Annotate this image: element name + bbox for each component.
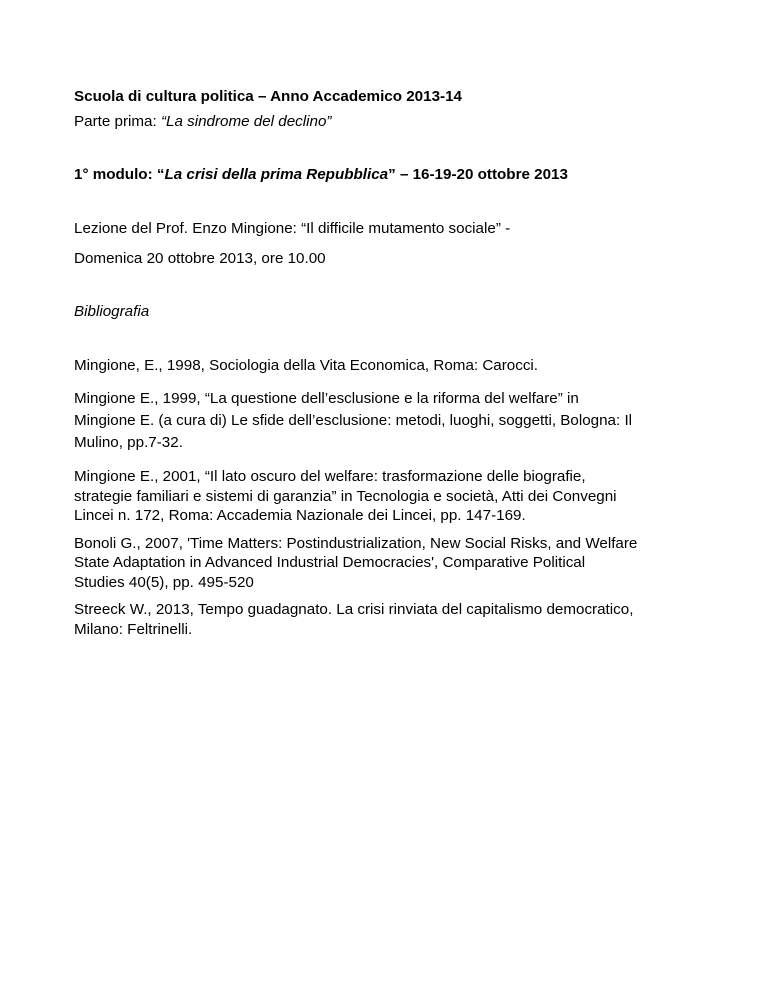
- bibliography-heading: Bibliografia: [74, 303, 150, 320]
- reference-line: Streeck W., 2013, Tempo guadagnato. La crisi rinviata del capitalismo democratico,: [74, 601, 634, 618]
- reference-line: Mingione E., 1999, “La questione dell’esclusione e la riforma del welfare” in: [74, 390, 579, 407]
- module-suffix: ” – 16-19-20 ottobre 2013: [388, 166, 568, 183]
- reference-item: [74, 600, 714, 639]
- reference-line: Mingione E. (a cura di) Le sfide dell’esclusione: metodi, luoghi, soggetti, Bologna: Il: [74, 412, 633, 429]
- reference-line: Lincei n. 172, Roma: Accademia Nazionale dei Lincei, pp. 147-169.: [74, 507, 526, 524]
- lecture-line-1: Lezione del Prof. Enzo Mingione: “Il difficile mutamento sociale” -: [74, 220, 511, 237]
- reference-line: Mingione, E., 1998, Sociologia della Vita Economica, Roma: Carocci.: [74, 357, 539, 374]
- document-title: Scuola di cultura politica – Anno Accademico 2013-14: [74, 88, 462, 105]
- reference-line: Bonoli G., 2007, 'Time Matters: Postindustrialization, New Social Risks, and Welfare: [74, 534, 638, 552]
- reference-line: Studies 40(5), pp. 495-520: [74, 573, 254, 591]
- reference-line: Mingione E., 2001, “Il lato oscuro del welfare: trasformazione delle biografie,: [74, 468, 586, 485]
- reference-item: [74, 467, 714, 526]
- reference-item: [74, 534, 714, 593]
- module-prefix: 1° modulo: “: [74, 166, 165, 183]
- module-heading: [74, 164, 714, 186]
- part-subtitle: [74, 111, 714, 133]
- module-title: La crisi della prima Repubblica: [164, 166, 389, 183]
- reference-item: [74, 355, 714, 377]
- reference-line: strategie familiari e sistemi di garanzia” in Tecnologia e società, Atti dei Convegni: [74, 487, 617, 505]
- reference-line: Milano: Feltrinelli.: [74, 620, 193, 638]
- part-title: “La sindrome del declino”: [160, 113, 332, 130]
- document-content: [74, 86, 714, 639]
- part-prefix: Parte prima:: [74, 113, 161, 130]
- reference-line: Mulino, pp.7-32.: [74, 434, 183, 451]
- reference-item: [74, 388, 714, 454]
- reference-line: State Adaptation in Advanced Industrial Democracies', Comparative Political: [74, 554, 586, 571]
- lecture-line-2: Domenica 20 ottobre 2013, ore 10.00: [74, 250, 326, 267]
